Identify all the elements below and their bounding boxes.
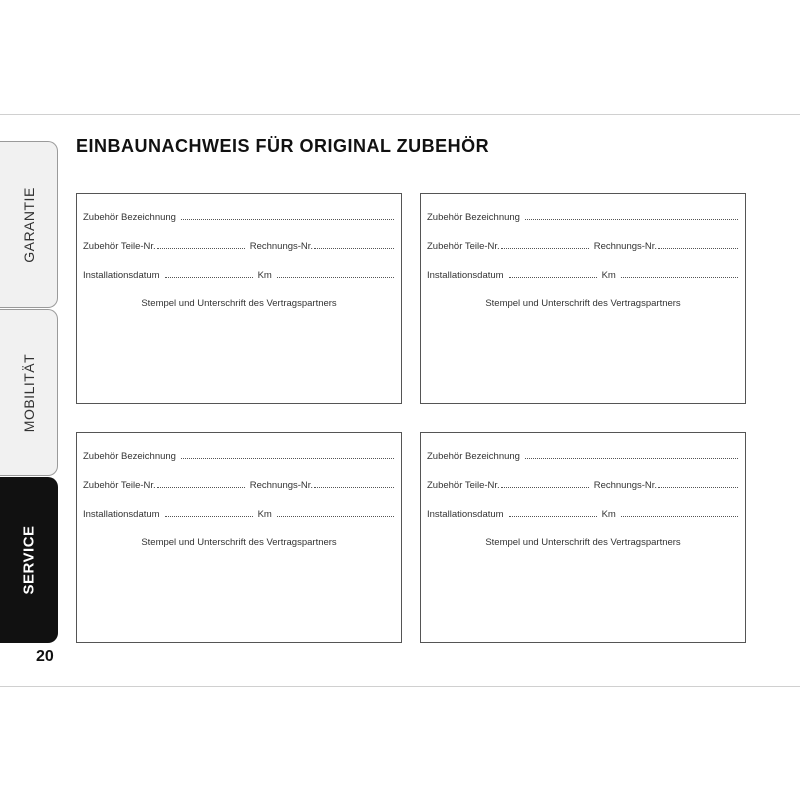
installationsdatum-label: Installationsdatum [427, 509, 504, 520]
teile-nr-label: Zubehör Teile-Nr. [83, 480, 156, 491]
teile-nr-row [427, 479, 739, 491]
tab-service[interactable] [0, 477, 58, 643]
km-field[interactable] [277, 508, 394, 517]
km-field[interactable] [621, 508, 738, 517]
installationsdatum-row [83, 269, 395, 281]
teile-nr-field[interactable] [501, 240, 589, 249]
installationsdatum-field[interactable] [509, 269, 597, 278]
tab-garantie[interactable] [0, 141, 58, 308]
rechnungs-nr-label: Rechnungs-Nr. [249, 480, 314, 491]
tab-mobilitaet-label: MOBILITÄT [20, 353, 37, 432]
stamp-label: Stempel und Unterschrift des Vertragspartners [485, 537, 681, 548]
tab-garantie-label: GARANTIE [20, 186, 37, 263]
top-rule [0, 114, 800, 115]
page-title: EINBAUNACHWEIS FÜR ORIGINAL ZUBEHÖR [76, 136, 490, 156]
rechnungs-nr-label: Rechnungs-Nr. [593, 480, 658, 491]
stamp-label: Stempel und Unterschrift des Vertragspartners [141, 298, 337, 309]
tab-service-label: SERVICE [20, 525, 37, 595]
rechnungs-nr-field[interactable] [658, 479, 738, 488]
teile-nr-label: Zubehör Teile-Nr. [83, 241, 156, 252]
teile-nr-field[interactable] [157, 479, 245, 488]
teile-nr-field[interactable] [157, 240, 245, 249]
bezeichnung-row [427, 211, 739, 223]
teile-nr-row [83, 479, 395, 491]
bezeichnung-field[interactable] [181, 450, 394, 459]
rechnungs-nr-field[interactable] [658, 240, 738, 249]
km-label: Km [601, 509, 616, 520]
installationsdatum-label: Installationsdatum [83, 270, 160, 281]
installationsdatum-field[interactable] [165, 508, 253, 517]
teile-nr-row [427, 240, 739, 252]
bezeichnung-row [83, 450, 395, 462]
teile-nr-row [83, 240, 395, 252]
km-label: Km [257, 270, 272, 281]
installationsdatum-field[interactable] [165, 269, 253, 278]
km-field[interactable] [277, 269, 394, 278]
bezeichnung-row [427, 450, 739, 462]
rechnungs-nr-label: Rechnungs-Nr. [249, 241, 314, 252]
installation-record-card [420, 432, 746, 643]
installationsdatum-row [427, 269, 739, 281]
bezeichnung-label: Zubehör Bezeichnung [427, 212, 520, 223]
bottom-rule [0, 686, 800, 687]
installationsdatum-row [83, 508, 395, 520]
installationsdatum-row [427, 508, 739, 520]
installation-record-card [76, 193, 402, 404]
stamp-label: Stempel und Unterschrift des Vertragspartners [485, 298, 681, 309]
tab-mobilitaet[interactable] [0, 309, 58, 476]
teile-nr-label: Zubehör Teile-Nr. [427, 241, 500, 252]
teile-nr-label: Zubehör Teile-Nr. [427, 480, 500, 491]
rechnungs-nr-label: Rechnungs-Nr. [593, 241, 658, 252]
km-label: Km [601, 270, 616, 281]
km-label: Km [257, 509, 272, 520]
bezeichnung-row [83, 211, 395, 223]
installationsdatum-label: Installationsdatum [83, 509, 160, 520]
rechnungs-nr-field[interactable] [314, 240, 394, 249]
installation-record-card [76, 432, 402, 643]
km-field[interactable] [621, 269, 738, 278]
installation-record-card [420, 193, 746, 404]
page-number: 20 [36, 648, 54, 665]
stamp-label: Stempel und Unterschrift des Vertragspartners [141, 537, 337, 548]
bezeichnung-label: Zubehör Bezeichnung [427, 451, 520, 462]
bezeichnung-field[interactable] [525, 211, 738, 220]
teile-nr-field[interactable] [501, 479, 589, 488]
bezeichnung-field[interactable] [181, 211, 394, 220]
rechnungs-nr-field[interactable] [314, 479, 394, 488]
bezeichnung-label: Zubehör Bezeichnung [83, 212, 176, 223]
bezeichnung-label: Zubehör Bezeichnung [83, 451, 176, 462]
installationsdatum-label: Installationsdatum [427, 270, 504, 281]
bezeichnung-field[interactable] [525, 450, 738, 459]
installationsdatum-field[interactable] [509, 508, 597, 517]
